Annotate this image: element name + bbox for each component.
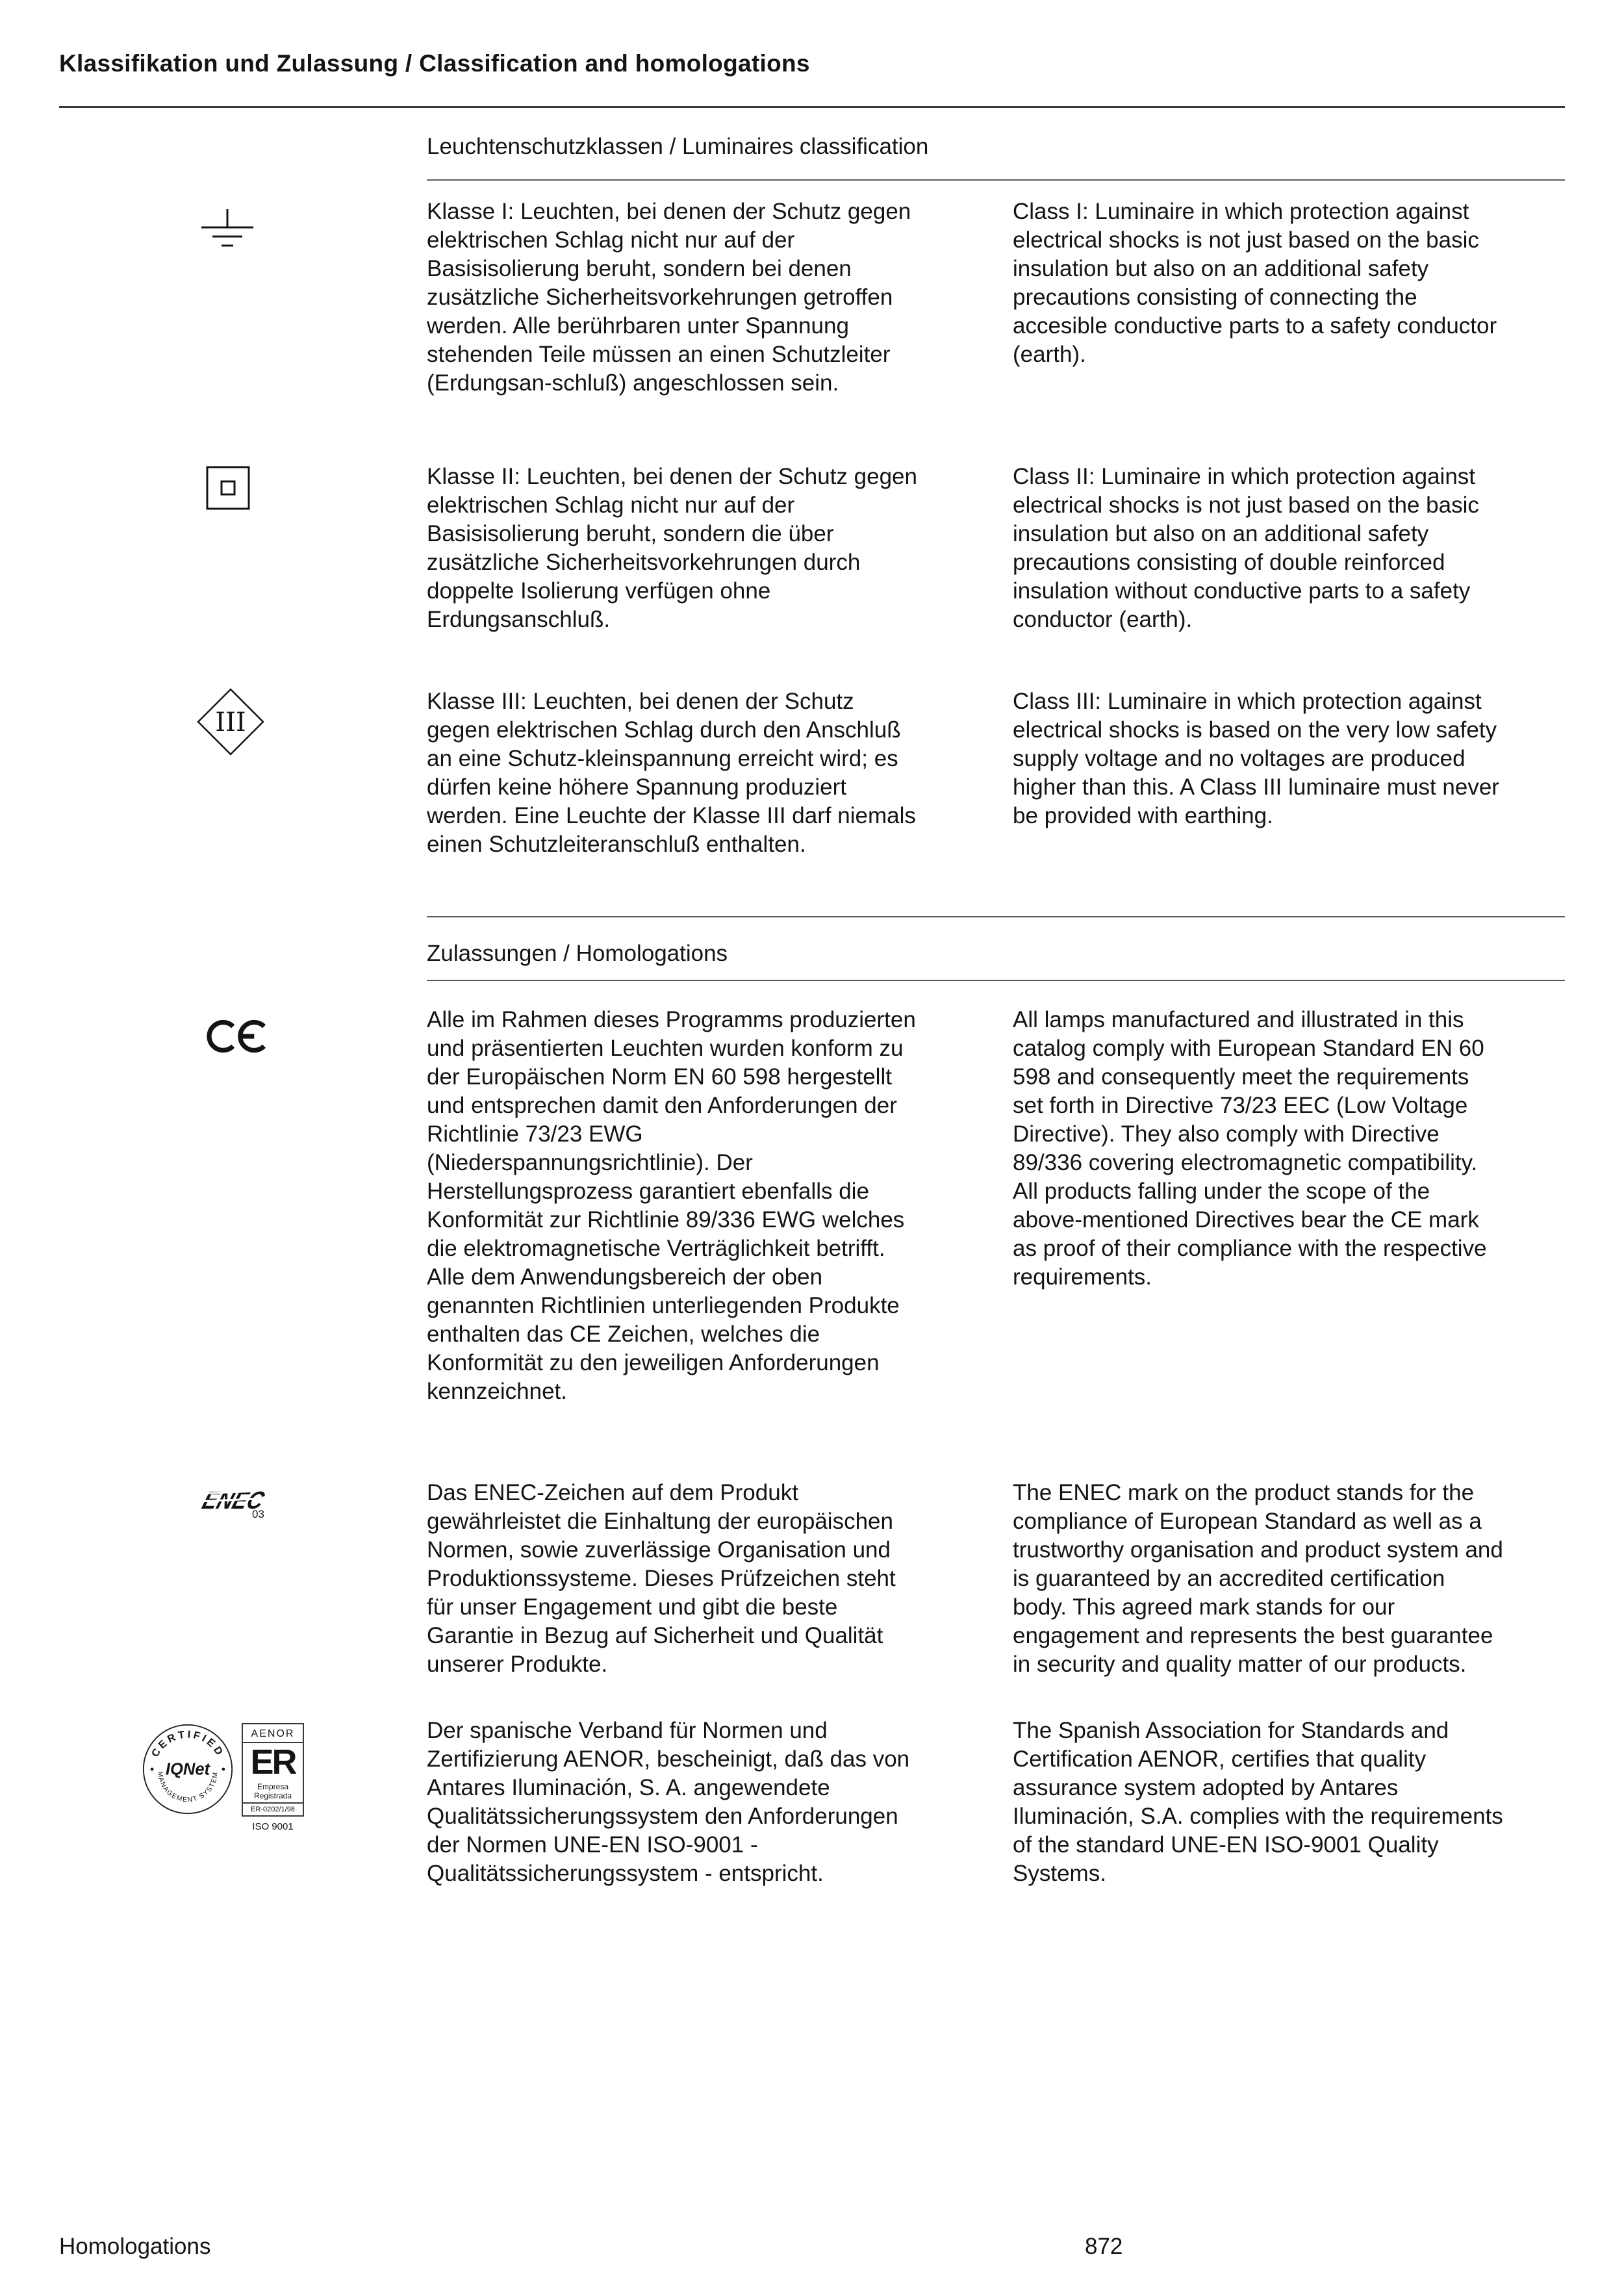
- iqnet-top-text: CERTIFIED: [149, 1728, 227, 1759]
- class-i-row: [59, 198, 1565, 398]
- page-title: Klassifikation und Zulassung / Classification and homologations: [59, 50, 810, 77]
- ce-text-en: All lamps manufactured and illustrated in this catalog comply with European Standard EN 60 598 and consequently meet the requirements set forth in Directive 73/23 EEC (Low Voltage Directive). They also comply with Directive 89/336 covering electromagnetic compatibility. All products falling under the scope of the above-mentioned Directives bear the CE mark as proof of their compliance with the respective requirements.: [1013, 1007, 1487, 1290]
- section-classification-heading: Leuchtenschutzklassen / Luminaires classification: [427, 134, 929, 159]
- class-ii-double-square-icon: [206, 466, 250, 510]
- class-iii-label: III: [215, 708, 246, 737]
- class-i-text-de: Klasse I: Leuchten, bei denen der Schutz gegen elektrischen Schlag nicht nur auf der Basisisolierung beruht, sondern bei denen zusätzliche Sicherheitsvorkehrungen getroffen werden. Alle berührbaren unter Spannung stehenden Teile müssen an einen Schutzleiter (Erdungsan-schluß) angeschlossen sein.: [427, 199, 911, 396]
- aenor-logo: [242, 1723, 304, 1832]
- ce-row: [59, 1006, 1565, 1406]
- enec-mark-icon: [195, 1479, 266, 1527]
- aenor-er-monogram: ER: [250, 1743, 296, 1782]
- enec-mark-text: ENEC: [199, 1487, 266, 1514]
- section-classification-header: [427, 133, 1565, 181]
- ce-text-de: Alle im Rahmen dieses Programms produzierten und präsentierten Leuchten wurden konform zu der Europäischen Norm EN 60 598 hergestellt und entsprechen damit den Anforderungen der Richtlinie 73/23 EWG (Niederspannungsrichtlinie). Der Herstellungsprozess garantiert ebenfalls die Konformität zur Richtlinie 89/336 EWG welches die elektromagnetische Verträglichkeit betrifft. Alle dem Anwendungsbereich der oben genannten Richtlinien unterliegenden Produkte enthalten das CE Zeichen, welches die Konformität zu den jeweiligen Anforderungen kennzeichnet.: [427, 1007, 916, 1404]
- enec-text-de: Das ENEC-Zeichen auf dem Produkt gewährleistet die Einhaltung der europäischen Normen, sowie zuverlässige Organisation und Produktionssysteme. Dieses Prüfzeichen steht für unser Engagement und gibt die beste Garantie in Bezug auf Sicherheit und Qualität unserer Produkte.: [427, 1480, 896, 1677]
- svg-text:CERTIFIED: [149, 1728, 227, 1759]
- aenor-name-label: AENOR: [243, 1724, 303, 1743]
- section-homologations-heading: Zulassungen / Homologations: [427, 941, 728, 966]
- enec-row: [59, 1479, 1565, 1679]
- class-iii-text-en: Class III: Luminaire in which protection against electrical shocks is based on the very low safety supply voltage and no voltages are produced higher than this. A Class III luminaire must never be provided with earthing.: [1013, 689, 1499, 828]
- enec-text-en: The ENEC mark on the product stands for the compliance of European Standard as well as a trustworthy organisation and product system and is guaranteed by an accredited certification body. This agreed mark stands for our engagement and represents the best guarantee in security and quality matter of our products.: [1013, 1480, 1503, 1677]
- aenor-row: [59, 1717, 1565, 1888]
- iqnet-bottom-text: MANAGEMENT SYSTEM: [156, 1771, 220, 1804]
- class-iii-row: [59, 687, 1565, 859]
- class-iii-diamond-icon: [196, 687, 265, 756]
- aenor-certificate-number: ER-0202/1/98: [243, 1802, 303, 1815]
- aenor-registered-label: Empresa Registrada: [253, 1782, 292, 1800]
- footer-label: Homologations: [59, 2234, 211, 2259]
- header-rule: [59, 106, 1565, 108]
- aenor-text-en: The Spanish Association for Standards and Certification AENOR, certifies that quality assurance system adopted by Antares Iluminación, S.A. complies with the requirements of the standard UNE-EN ISO-9001 Quality Systems.: [1013, 1718, 1503, 1886]
- homologation-rows: [59, 1006, 1565, 1888]
- aenor-iso-label: ISO 9001: [252, 1821, 294, 1832]
- aenor-text-de: Der spanische Verband für Normen und Zertifizierung AENOR, bescheinigt, daß das von Antares Iluminación, S. A. angewendete Qualitätssicherungssystem den Anforderungen der Normen UNE-EN ISO-9001 - Qualitätssicherungssystem - entspricht.: [427, 1718, 910, 1886]
- enec-mark-number: 03: [252, 1508, 264, 1520]
- aenor-logo-box: [242, 1723, 304, 1817]
- class-ii-text-en: Class II: Luminaire in which protection against electrical shocks is not just based on the basic insulation but also on an additional safety precautions consisting of double reinforced insulation without conductive parts to a safety conductor (earth).: [1013, 464, 1479, 632]
- class-iii-text-de: Klasse III: Leuchten, bei denen der Schutz gegen elektrischen Schlag durch den Anschluß an eine Schutz-kleinspannung erreicht wird; es dürfen keine höhere Spannung produziert werden. Eine Leuchte der Klasse III darf niemals einen Schutzleiteranschluß enthalten.: [427, 689, 916, 857]
- classification-rows: [59, 198, 1565, 859]
- page-number: 872: [1085, 2234, 1123, 2259]
- class-ii-text-de: Klasse II: Leuchten, bei denen der Schutz gegen elektrischen Schlag nicht nur auf der Basisisolierung beruht, sondern die über zusätzliche Sicherheitsvorkehrungen durch doppelte Isolierung verfügen ohne Erdungsanschluß.: [427, 464, 917, 632]
- iqnet-certified-stamp-icon: [142, 1723, 234, 1815]
- page-footer: [59, 2232, 1565, 2261]
- section-homologations-header: [427, 916, 1565, 981]
- ce-mark-icon: [207, 1017, 273, 1055]
- earth-symbol-icon: [195, 207, 260, 256]
- class-i-text-en: Class I: Luminaire in which protection against electrical shocks is not just based on the basic insulation but also on an additional safety precautions consisting of connecting the accesible conductive parts to a safety conductor (earth).: [1013, 199, 1497, 367]
- iqnet-center-text: IQNet: [165, 1760, 210, 1779]
- class-ii-row: [59, 463, 1565, 634]
